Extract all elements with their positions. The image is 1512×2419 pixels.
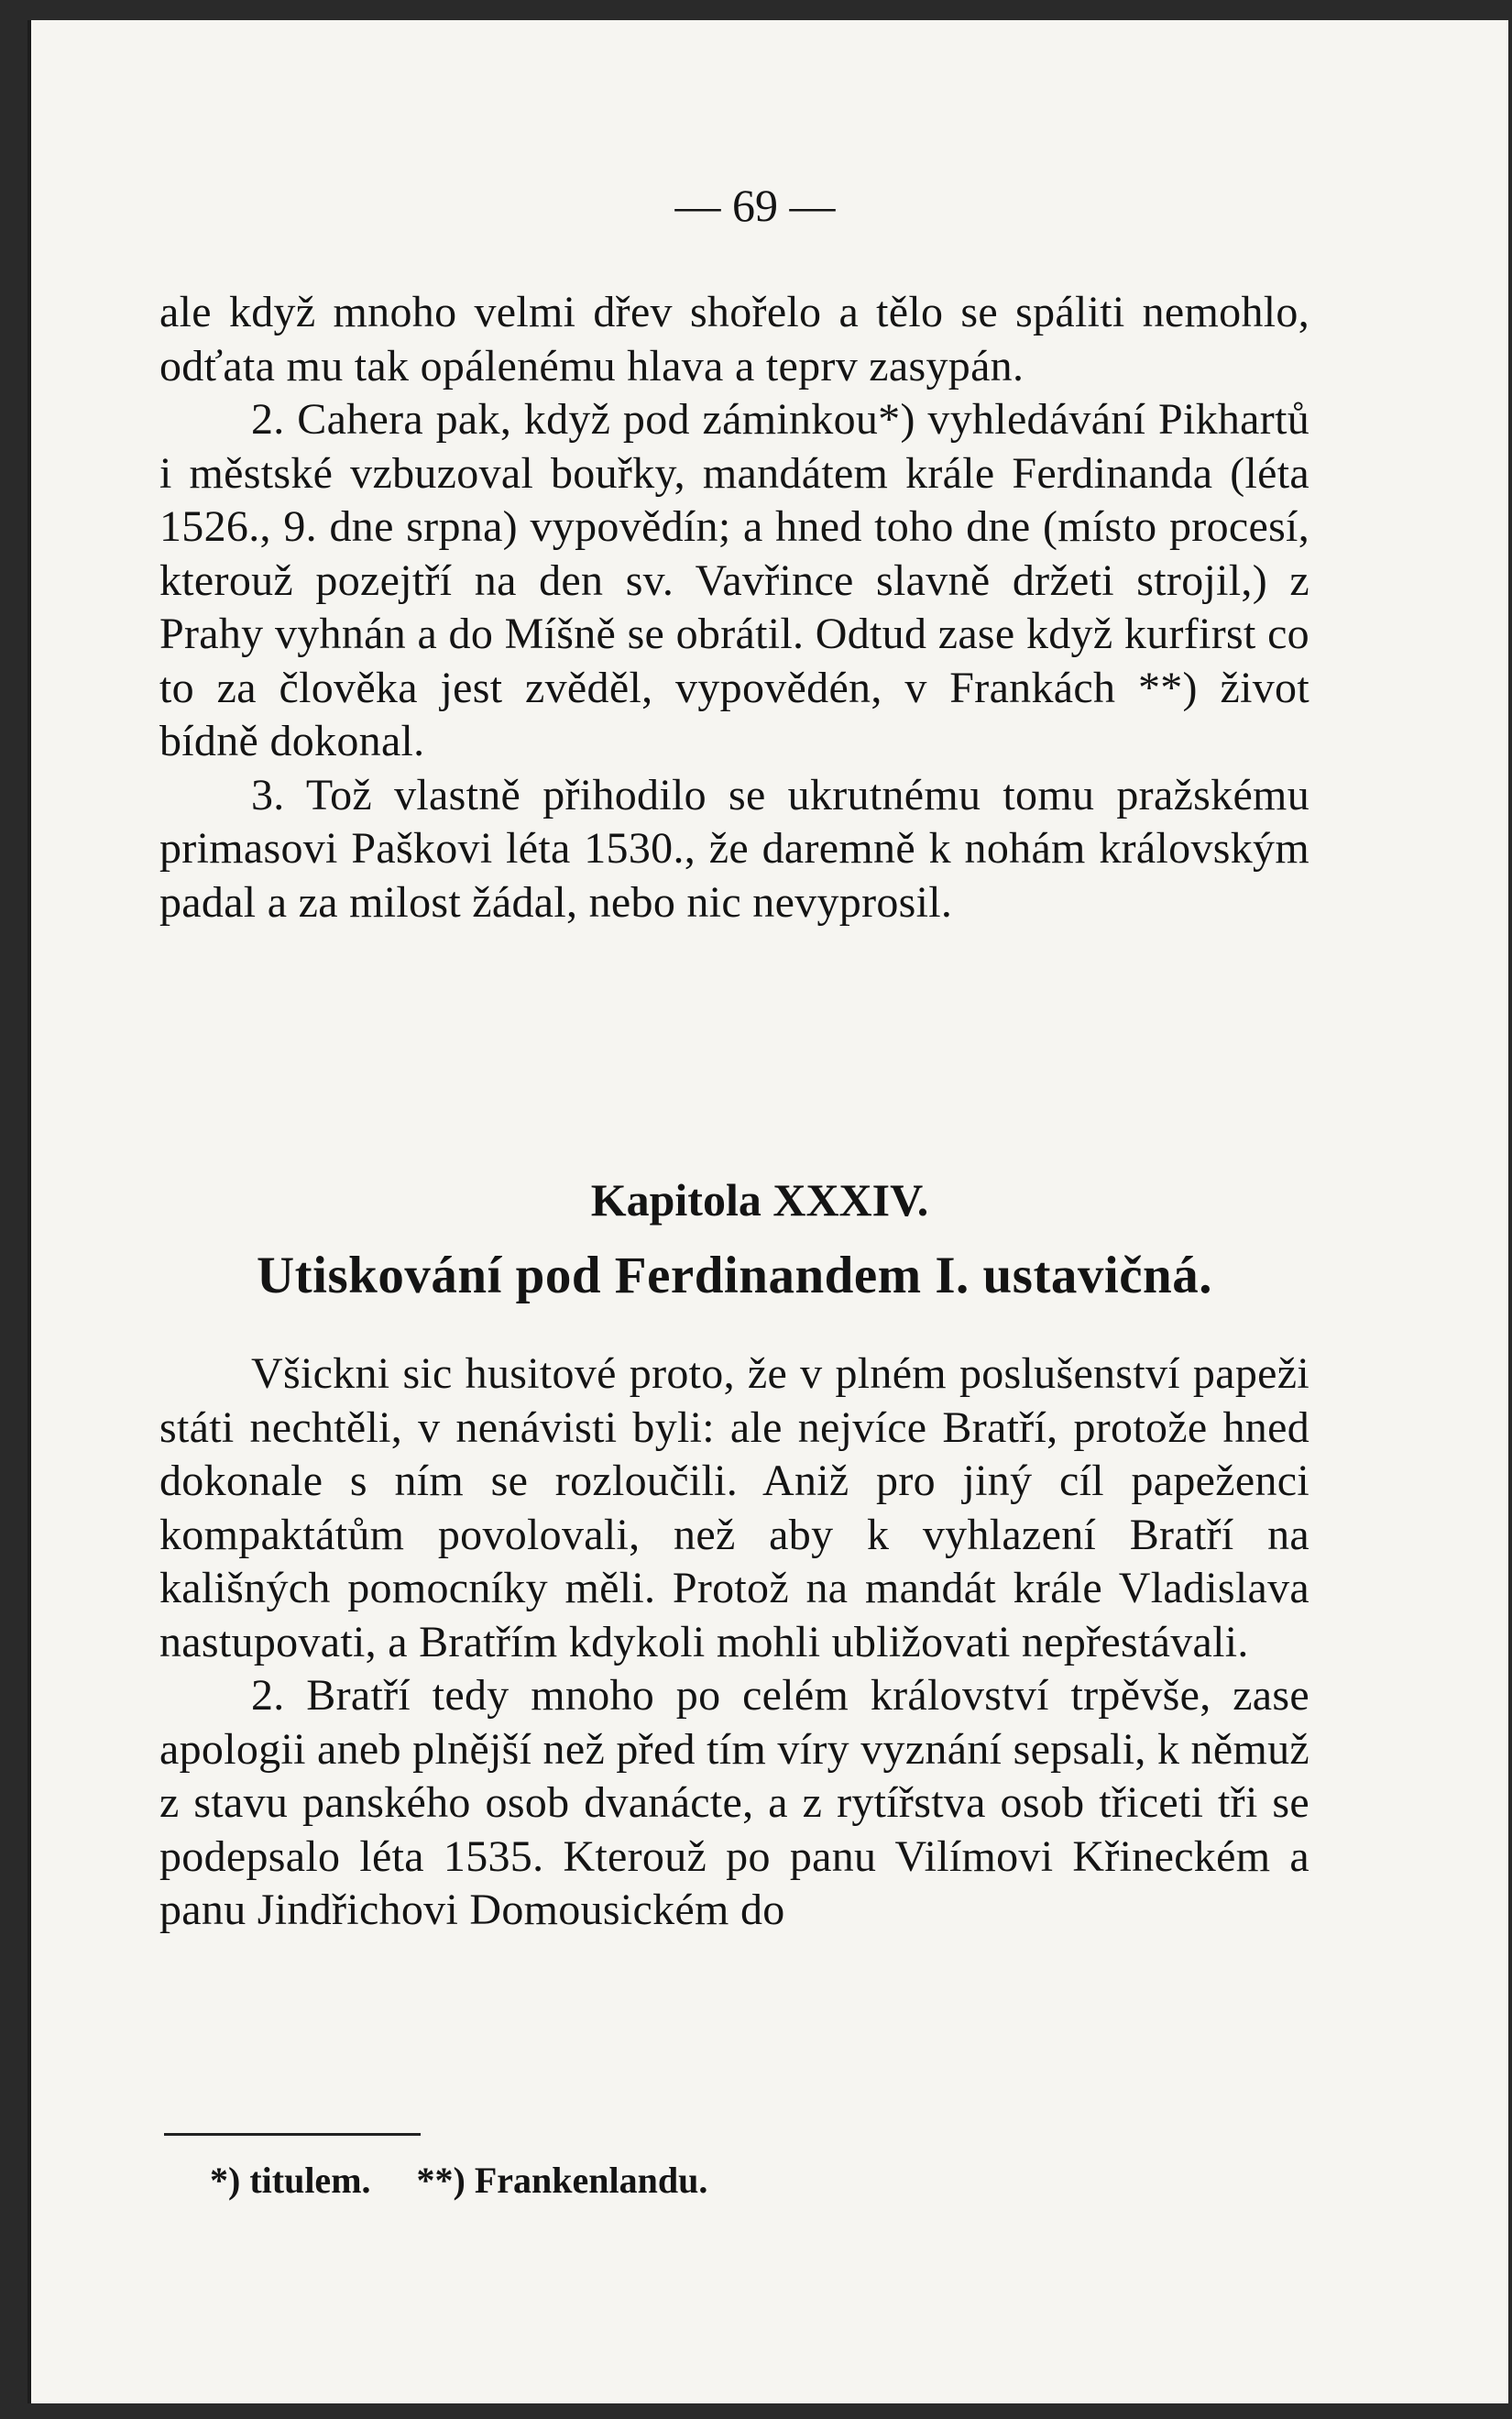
paragraph: 2. Cahera pak, když pod záminkou*) vyhledávání Pikhartů i městské vzbuzoval bouřky, mandátem krále Ferdinanda (léta 1526., 9. dne srpna) vypovědín; a hned toho dne (místo procesí, kterouž pozejtří na den sv. Vavřince slavně držeti strojil,) z Prahy vyhnán a do Míšně se obrátil. Odtud zase když kurfirst co to za člověka jest zvěděl, vypovědén, v Frankách **) život bídně dokonal. bbox=[159, 395, 1309, 765]
text-block-bottom bbox=[159, 1347, 1309, 1938]
paragraph: Všickni sic husitové proto, že v plném poslušenství papeži státi nechtěli, v nenávisti byli: ale nejvíce Bratří, protože hned dokonale s ním se rozloučili. Aniž pro jiný cíl papeženci kompaktátům povolovali, než aby k vyhlazení Bratří na kališných pomocníky měli. Protož na mandát krále Vladislava nastupovati, a Bratřím kdykoli mohli ubližovati nepřestávali. bbox=[159, 1349, 1309, 1666]
paragraph: 3. Tož vlastně přihodilo se ukrutnému tomu pražskému primasovi Paškovi léta 1530., že daremně k nohám královským padal a za milost žádal, nebo nic nevyprosil. bbox=[159, 770, 1309, 927]
footnote-2: **) Frankenlandu. bbox=[416, 2160, 708, 2201]
book-page bbox=[27, 20, 1508, 2403]
text-block-top bbox=[159, 286, 1309, 929]
page-number: — 69 — bbox=[674, 180, 836, 231]
chapter-label: Kapitola XXXIV. bbox=[590, 1174, 929, 1226]
footnote-1: *) titulem. bbox=[210, 2160, 371, 2201]
chapter-title: Utiskování pod Ferdinandem I. ustavičná. bbox=[256, 1247, 1213, 1304]
paragraph: ale když mnoho velmi dřev shořelo a tělo se spáliti nemohlo, odťata mu tak opálenému hlava a teprv zasypán. bbox=[159, 288, 1309, 390]
footnotes bbox=[210, 2156, 744, 2205]
footnote-divider bbox=[164, 2133, 421, 2136]
paragraph: 2. Bratří tedy mnoho po celém království trpěvše, zase apologii aneb plnější než před tím víry vyznání sepsali, k němuž z stavu panského osob dvanácte, a z rytířstva osob třiceti tři se podepsalo léta 1535. Kterouž po panu Vilímovi Křineckém a panu Jindřichovi Domousickém do bbox=[159, 1671, 1309, 1934]
